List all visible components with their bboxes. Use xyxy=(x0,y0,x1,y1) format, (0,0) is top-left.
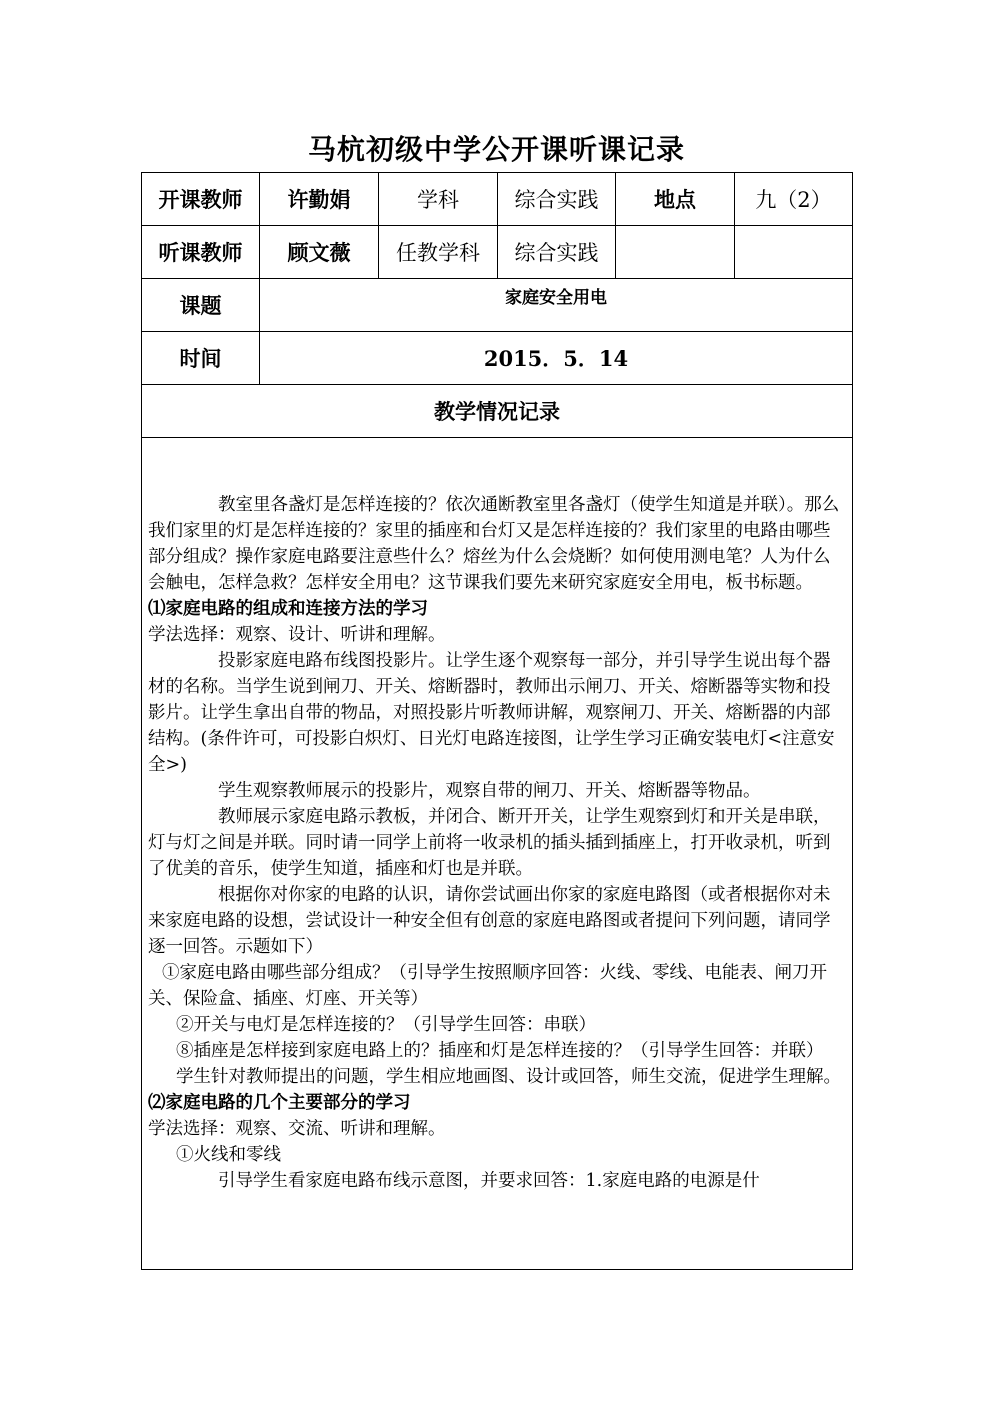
paragraph: 学法选择：观察、交流、听讲和理解。 xyxy=(148,1119,446,1139)
empty-cell xyxy=(735,226,853,279)
table-row xyxy=(142,279,853,332)
teach-subject-value: 综合实践 xyxy=(498,226,616,279)
paragraph: 学生观察教师展示的投影片，观察自带的闸刀、开关、熔断器等物品。 xyxy=(218,781,761,801)
label-subject: 学科 xyxy=(379,173,498,226)
sub-heading: ①火线和零线 xyxy=(176,1145,281,1165)
paragraph: 引导学生看家庭电路布线示意图，并要求回答：1.家庭电路的电源是什 xyxy=(218,1171,760,1191)
subject-value: 综合实践 xyxy=(498,173,616,226)
paragraph: 学法选择：观察、设计、听讲和理解。 xyxy=(148,625,446,645)
section-subheading: ⑵家庭电路的几个主要部分的学习 xyxy=(148,1093,411,1113)
topic-value: 家庭安全用电 xyxy=(260,279,853,332)
listener-name: 顾文薇 xyxy=(260,226,379,279)
teacher-name: 许勤娟 xyxy=(260,173,379,226)
paragraph: 学生针对教师提出的问题，学生相应地画图、设计或回答，师生交流，促进学生理解。 xyxy=(176,1067,841,1087)
table-row xyxy=(142,385,853,438)
question-item: ①家庭电路由哪些部分组成？（引导学生按照顺序回答：火线、零线、电能表、闸刀开关、保险盒、插座、灯座、开关等） xyxy=(148,963,827,1009)
paragraph: 教室里各盏灯是怎样连接的？依次通断教室里各盏灯（使学生知道是并联）。那么我们家里的灯是怎样连接的？家里的插座和台灯又是怎样连接的？我们家里的电路由哪些部分组成？操作家庭电路要注意些什么？熔丝为什么会烧断？如何使用测电笔？人为什么会触电，怎样急救？怎样安全用电？这节课我们要先来研究家庭安全用电，板书标题。 xyxy=(148,495,840,593)
table-row xyxy=(142,226,853,279)
label-place: 地点 xyxy=(616,173,735,226)
table-row xyxy=(142,173,853,226)
lesson-record-table xyxy=(141,172,853,1270)
record-body xyxy=(142,438,853,1270)
paragraph: 投影家庭电路布线图投影片。让学生逐个观察每一部分，并引导学生说出每个器材的名称。当学生说到闸刀、开关、熔断器时，教师出示闸刀、开关、熔断器等实物和投影片。让学生拿出自带的物品，对照投影片听教师讲解，观察闸刀、开关、熔断器的内部结构。(条件许可，可投影白炽灯、日光灯电路连接图，让学生学习正确安装电灯<注意安全>) xyxy=(148,651,835,775)
label-time: 时间 xyxy=(142,332,260,385)
table-row xyxy=(142,438,853,1270)
label-teach-subject: 任教学科 xyxy=(379,226,498,279)
section-subheading: ⑴家庭电路的组成和连接方法的学习 xyxy=(148,599,428,619)
paragraph: 教师展示家庭电路示教板，并闭合、断开开关，让学生观察到灯和开关是串联，灯与灯之间是并联。同时请一同学上前将一收录机的插头插到插座上，打开收录机，听到了优美的音乐，使学生知道，插座和灯也是并联。 xyxy=(148,807,831,879)
place-value: 九（2） xyxy=(735,173,853,226)
paragraph: 根据你对你家的电路的认识，请你尝试画出你家的家庭电路图（或者根据你对未来家庭电路的设想，尝试设计一种安全但有创意的家庭电路图或者提问下列问题，请同学逐一回答。示题如下） xyxy=(148,885,831,957)
label-teacher: 开课教师 xyxy=(142,173,260,226)
question-item: ⑧插座是怎样接到家庭电路上的？插座和灯是怎样连接的？（引导学生回答：并联） xyxy=(176,1041,824,1061)
time-value: 2015．5．14 xyxy=(260,332,853,385)
table-row xyxy=(142,332,853,385)
label-topic: 课题 xyxy=(142,279,260,332)
page-title: 马杭初级中学公开课听课记录 xyxy=(307,133,685,166)
label-listener: 听课教师 xyxy=(142,226,260,279)
empty-cell xyxy=(616,226,735,279)
section-heading: 教学情况记录 xyxy=(142,385,853,438)
question-item: ②开关与电灯是怎样连接的？（引导学生回答：串联） xyxy=(176,1015,596,1035)
